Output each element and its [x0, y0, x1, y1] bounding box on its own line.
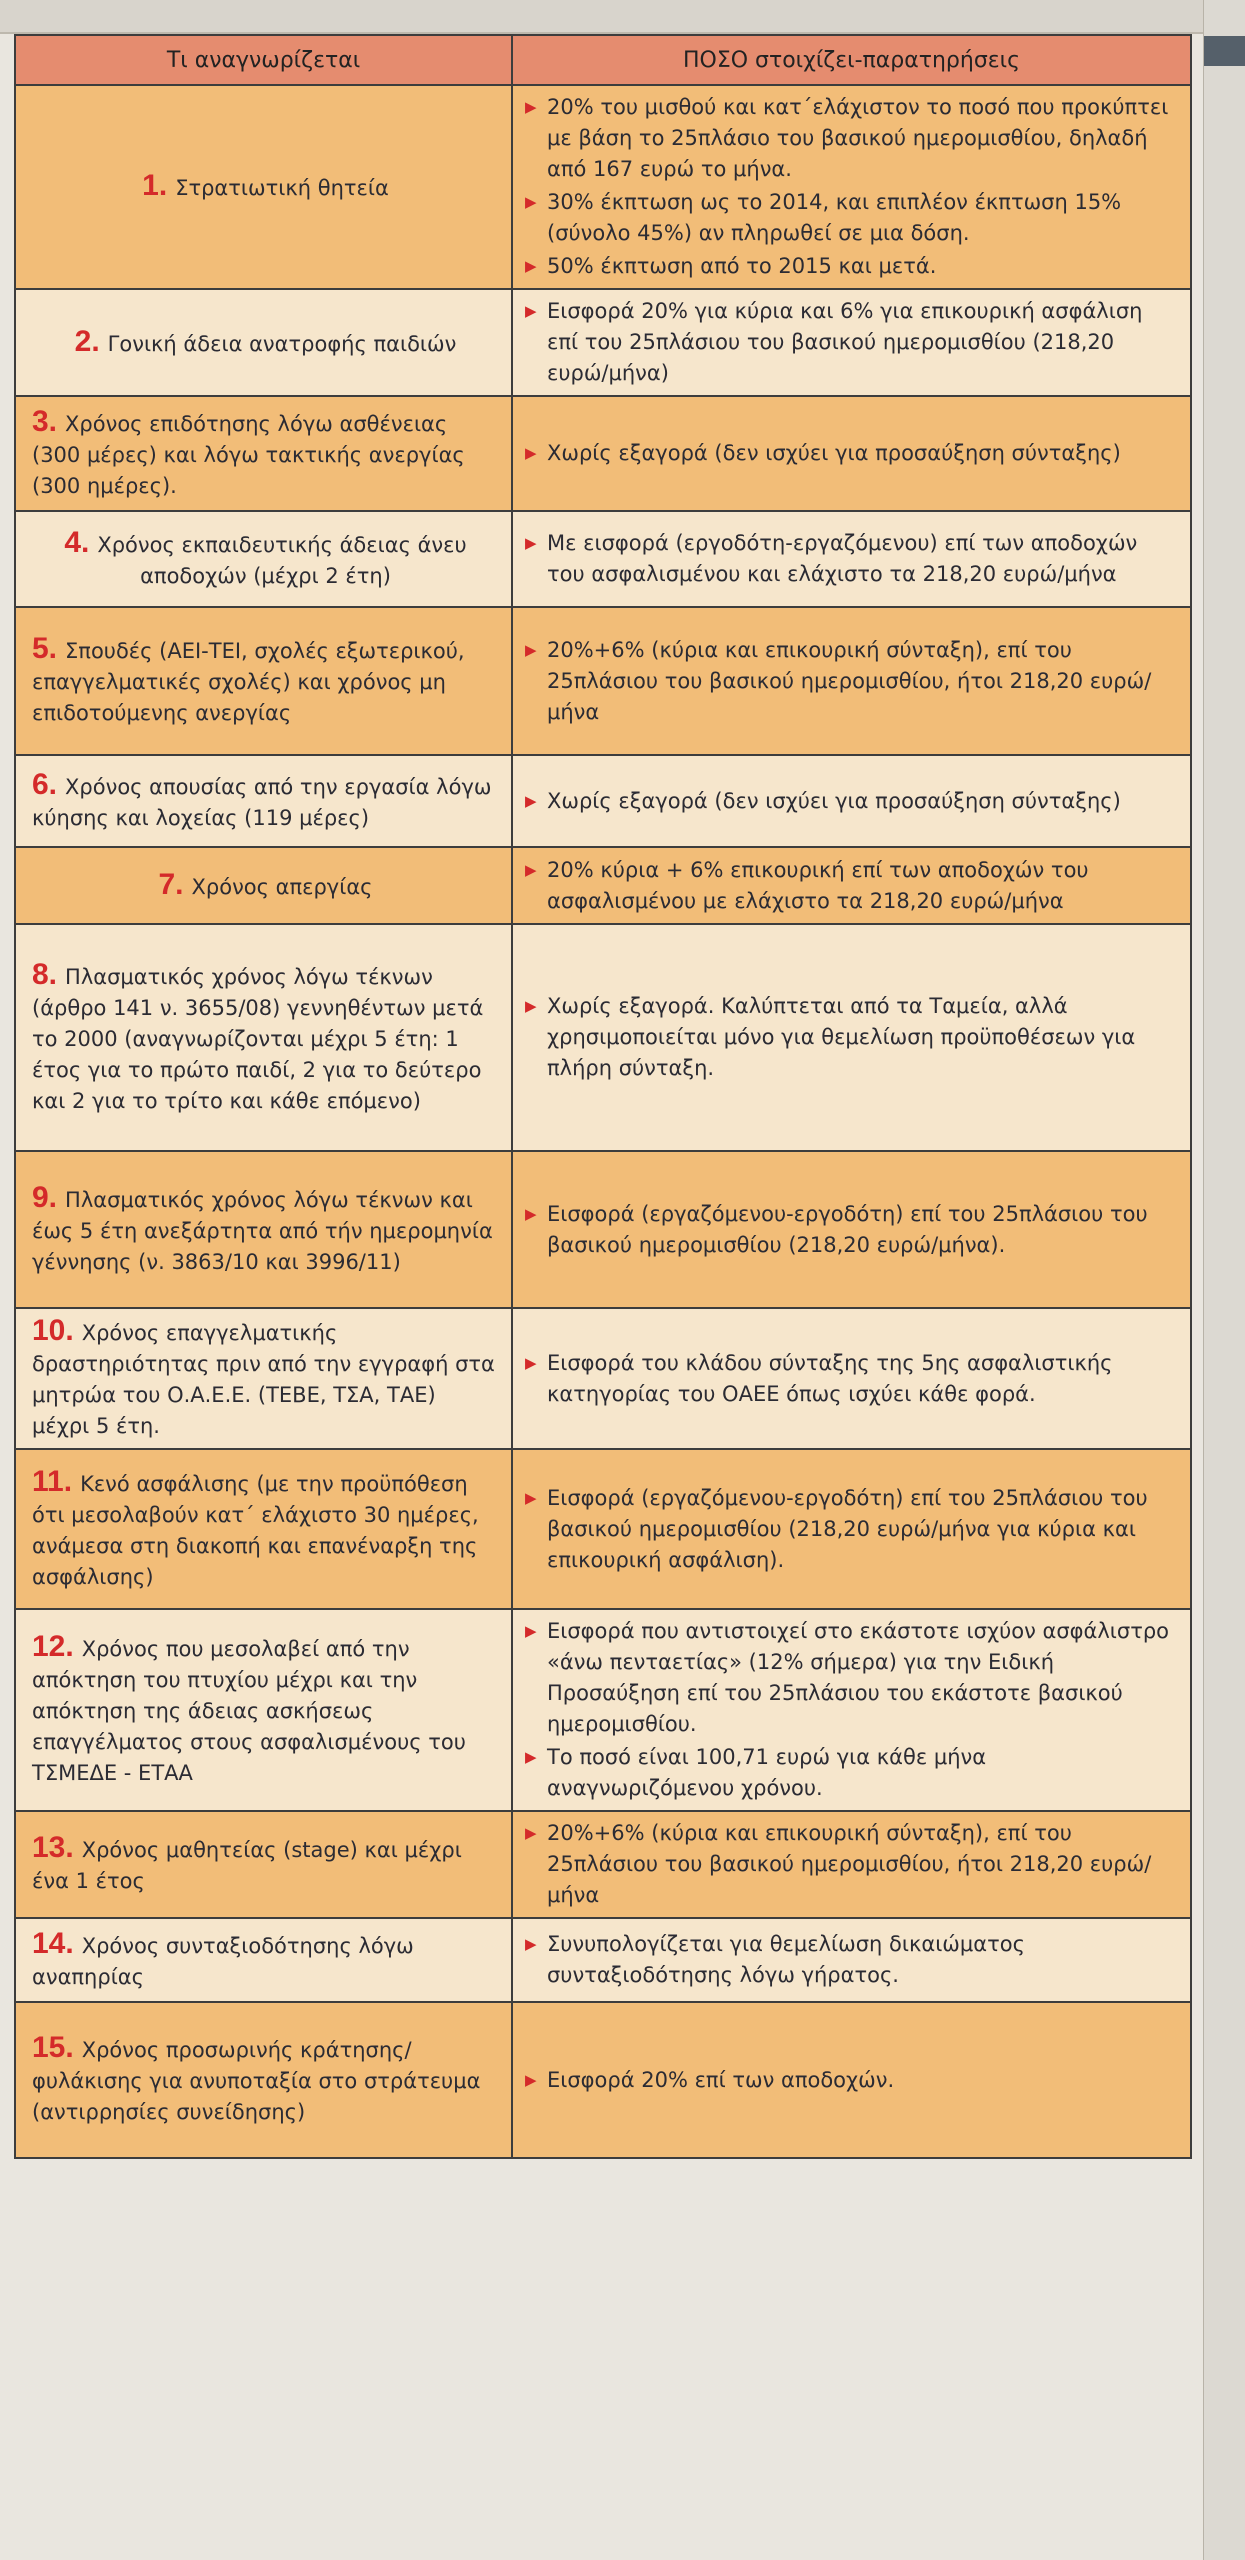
recognized-item-cell	[15, 1449, 512, 1609]
item-label: Κενό ασφάλισης (με την προϋπόθεση ότι μεσολαβούν κατ΄ ελάχιστο 30 ημέρες, ανάμεσα στη διακοπή και επανέναρξη της ασφάλισης)	[32, 1471, 479, 1589]
table-row	[15, 1308, 1191, 1449]
table-row	[15, 2002, 1191, 2158]
recognized-item-cell	[15, 1918, 512, 2002]
item-label: Πλασματικός χρόνος λόγω τέκνων (άρθρο 141 ν. 3655/08) γεννηθέντων μετά το 2000 (αναγνωρίζονται μέχρι 5 έτη: 1 έτος για το πρώτο παιδί, 2 για το δεύτερο και 2 για το τρίτο και κάθε επόμενο)	[32, 964, 484, 1113]
triangle-bullet-icon: ▶	[525, 640, 537, 659]
table-row	[15, 607, 1191, 755]
note-bullet	[525, 2065, 1180, 2096]
triangle-bullet-icon: ▶	[525, 1488, 537, 1507]
item-number: 2.	[74, 324, 100, 358]
note-bullet	[525, 438, 1180, 469]
triangle-bullet-icon: ▶	[525, 534, 537, 552]
note-text: Εισφορά που αντιστοιχεί στο εκάστοτε ισχύον ασφάλιστρο «άνω πενταετίας» (12% σήμερα) για την Ειδική Προσαύξηση επί του 25πλάσιου του εκάστοτε βασικού ημερομισθίου.	[547, 1619, 1170, 1736]
item-number: 7.	[158, 867, 184, 901]
item-label: Γονική άδεια ανατροφής παιδιών	[107, 331, 457, 356]
item-number: 10.	[32, 1314, 74, 1347]
page-right-margin	[1203, 0, 1245, 2560]
note-bullet	[525, 991, 1180, 1084]
note-text: Εισφορά 20% για κύρια και 6% για επικουρική ασφάλιση επί του 25πλάσιου του βασικού ημερομισθίου (218,20 ευρώ/μήνα)	[547, 299, 1143, 385]
margin-dark-block	[1204, 36, 1245, 66]
note-text: Εισφορά (εργαζόμενου-εργοδότη) επί του 25πλάσιου του βασικού ημερομισθίου (218,20 ευρώ/μήνα).	[547, 1201, 1148, 1257]
recognized-item-cell	[15, 1151, 512, 1308]
item-label: Χρόνος επιδότησης λόγω ασθένειας (300 μέρες) και λόγω τακτικής ανεργίας (300 ημέρες).	[32, 411, 465, 498]
note-text: Εισφορά του κλάδου σύνταξης της 5ης ασφαλιστικής κατηγορίας του ΟΑΕΕ όπως ισχύει κάθε φορά.	[547, 1350, 1113, 1406]
table-row	[15, 1151, 1191, 1308]
table-row	[15, 511, 1191, 607]
recognized-item-cell	[15, 607, 512, 755]
item-number: 4.	[64, 525, 90, 559]
note-bullet	[525, 1348, 1180, 1410]
recognized-item-cell	[15, 85, 512, 289]
note-text: Συνυπολογίζεται για θεμελίωση δικαιώματος συνταξιοδότησης λόγω γήρατος.	[547, 1932, 1025, 1987]
triangle-bullet-icon: ▶	[525, 302, 537, 320]
triangle-bullet-icon: ▶	[525, 1935, 537, 1953]
item-label: Σπουδές (ΑΕΙ-ΤΕΙ, σχολές εξωτερικού, επαγγελματικές σχολές) και χρόνος μη επιδοτούμενης ανεργίας	[32, 639, 465, 725]
note-text: Εισφορά 20% επί των αποδοχών.	[547, 2067, 895, 2092]
recognized-item-cell	[15, 1811, 512, 1918]
note-bullet	[525, 1929, 1180, 1991]
triangle-bullet-icon: ▶	[525, 1353, 537, 1372]
triangle-bullet-icon: ▶	[525, 98, 537, 116]
note-text: Χωρίς εξαγορά (δεν ισχύει για προσαύξηση σύνταξης)	[547, 788, 1121, 813]
cost-notes-cell	[512, 511, 1191, 607]
item-label: Πλασματικός χρόνος λόγω τέκνων και έως 5 έτη ανεξάρτητα από τήν ημερομηνία γέννησης (ν. 3863/10 και 3996/11)	[32, 1187, 493, 1274]
note-bullet	[525, 786, 1180, 817]
item-number: 6.	[32, 767, 58, 801]
table-row	[15, 847, 1191, 924]
recognized-item-cell	[15, 396, 512, 511]
cost-notes-cell	[512, 1918, 1191, 2002]
recognized-item-cell	[15, 2002, 512, 2158]
item-number: 5.	[32, 632, 58, 665]
item-label: Χρόνος προσωρινής κράτησης/φυλάκισης για ανυποταξία στο στράτευμα (αντιρρησίες συνείδησης)	[32, 2038, 481, 2124]
item-label: Χρόνος συνταξιοδότησης λόγω αναπηρίας	[32, 1933, 414, 1989]
note-bullet	[525, 1616, 1180, 1740]
table-row	[15, 924, 1191, 1151]
item-label: Χρόνος μαθητείας (stage) και μέχρι ένα 1 έτος	[32, 1838, 462, 1893]
cost-notes-cell	[512, 1308, 1191, 1449]
note-text: 20%+6% (κύρια και επικουρική σύνταξη), επί του 25πλάσιου του βασικού ημερομισθίου, ήτοι 218,20 ευρώ/μήνα	[547, 1821, 1152, 1907]
note-bullet	[525, 855, 1180, 917]
table-row	[15, 1449, 1191, 1609]
page-top-strip	[0, 0, 1245, 34]
item-number: 13.	[32, 1831, 74, 1864]
cost-notes-cell	[512, 607, 1191, 755]
item-number: 8.	[32, 957, 58, 991]
note-bullet	[525, 296, 1180, 389]
note-text: 20% του μισθού και κατ΄ελάχιστον το ποσό που προκύπτει με βάση το 25πλάσιο του βασικού ημερομισθίου, δηλαδή από 167 ευρώ το μήνα.	[547, 95, 1169, 181]
recognized-item-cell	[15, 1609, 512, 1811]
triangle-bullet-icon: ▶	[525, 2070, 537, 2089]
note-bullet	[525, 187, 1180, 249]
note-bullet	[525, 1199, 1180, 1261]
note-bullet	[525, 251, 1180, 282]
recognized-item-cell	[15, 847, 512, 924]
table-row	[15, 1811, 1191, 1918]
note-text: 20%+6% (κύρια και επικουρική σύνταξη), επί του 25πλάσιου του βασικού ημερομισθίου, ήτοι 218,20 ευρώ/μήνα	[547, 637, 1152, 724]
note-text: Χωρίς εξαγορά (δεν ισχύει για προσαύξηση σύνταξης)	[547, 441, 1121, 465]
note-text: Εισφορά (εργαζόμενου-εργοδότη) επί του 25πλάσιου του βασικού ημερομισθίου (218,20 ευρώ/μήνα για κύρια και επικουρική ασφάλιση).	[547, 1485, 1148, 1572]
item-number: 12.	[32, 1630, 74, 1663]
note-bullet	[525, 92, 1180, 185]
table-row	[15, 1609, 1191, 1811]
item-label: Χρόνος απουσίας από την εργασία λόγω κύησης και λοχείας (119 μέρες)	[32, 774, 492, 830]
recognized-item-cell	[15, 755, 512, 847]
table-row	[15, 755, 1191, 847]
note-bullet	[525, 1742, 1180, 1804]
triangle-bullet-icon: ▶	[525, 860, 537, 879]
header-cost-notes: ΠΟΣΟ στοιχίζει-παρατηρήσεις	[512, 35, 1191, 85]
item-number: 11.	[32, 1464, 73, 1498]
recognized-item-cell	[15, 511, 512, 607]
note-text: 50% έκπτωση από το 2015 και μετά.	[547, 254, 937, 278]
cost-notes-cell	[512, 847, 1191, 924]
note-text: Με εισφορά (εργοδότη-εργαζόμενου) επί των αποδοχών του ασφαλισμένου και ελάχιστο τα 218,20 ευρώ/μήνα	[547, 531, 1138, 586]
cost-notes-cell	[512, 1151, 1191, 1308]
triangle-bullet-icon: ▶	[525, 1204, 537, 1223]
item-label: Στρατιωτική θητεία	[175, 176, 389, 200]
recognized-item-cell	[15, 1308, 512, 1449]
note-bullet	[525, 1483, 1180, 1576]
recognized-item-cell	[15, 289, 512, 396]
cost-notes-cell	[512, 924, 1191, 1151]
triangle-bullet-icon: ▶	[525, 1824, 537, 1842]
triangle-bullet-icon: ▶	[525, 257, 537, 275]
item-number: 14.	[32, 1926, 74, 1960]
item-label: Χρόνος επαγγελματικής δραστηριότητας πριν από την εγγραφή στα μητρώα του Ο.Α.Ε.Ε. (ΤΕΒΕ, ΤΣΑ, ΤΑΕ) μέχρι 5 έτη.	[32, 1321, 495, 1438]
triangle-bullet-icon: ▶	[525, 997, 537, 1015]
cost-notes-cell	[512, 1449, 1191, 1609]
note-text: Χωρίς εξαγορά. Καλύπτεται από τα Ταμεία, αλλά χρησιμοποιείται μόνο για θεμελίωση προϋποθέσεων για πλήρη σύνταξη.	[547, 994, 1136, 1080]
cost-notes-cell	[512, 289, 1191, 396]
note-bullet	[525, 1818, 1180, 1911]
cost-notes-cell	[512, 755, 1191, 847]
item-label: Χρόνος απεργίας	[191, 874, 373, 899]
note-bullet	[525, 635, 1180, 728]
item-label: Χρόνος εκπαιδευτικής άδειας άνευ αποδοχών (μέχρι 2 έτη)	[97, 532, 467, 588]
table-row	[15, 396, 1191, 511]
item-number: 1.	[142, 169, 168, 202]
cost-notes-cell	[512, 396, 1191, 511]
table-row	[15, 289, 1191, 396]
cost-notes-cell	[512, 1811, 1191, 1918]
table-body	[15, 85, 1191, 2158]
note-bullet	[525, 528, 1180, 590]
item-number: 15.	[32, 2031, 74, 2064]
triangle-bullet-icon: ▶	[525, 1622, 537, 1640]
note-text: 20% κύρια + 6% επικουρική επί των αποδοχών του ασφαλισμένου με ελάχιστο τα 218,20 ευρώ/μήνα	[547, 857, 1089, 913]
triangle-bullet-icon: ▶	[525, 444, 537, 462]
pension-recognition-table	[14, 34, 1192, 2159]
triangle-bullet-icon: ▶	[525, 791, 537, 810]
triangle-bullet-icon: ▶	[525, 193, 537, 211]
note-text: Το ποσό είναι 100,71 ευρώ για κάθε μήνα αναγνωριζόμενου χρόνου.	[547, 1745, 987, 1800]
table-row	[15, 85, 1191, 289]
cost-notes-cell	[512, 2002, 1191, 2158]
triangle-bullet-icon: ▶	[525, 1748, 537, 1766]
recognized-item-cell	[15, 924, 512, 1151]
note-text: 30% έκπτωση ως το 2014, και επιπλέον έκπτωση 15% (σύνολο 45%) αν πληρωθεί σε μια δόση.	[547, 190, 1122, 245]
table-row	[15, 1918, 1191, 2002]
item-number: 3.	[32, 404, 58, 438]
header-what-is-recognized: Τι αναγνωρίζεται	[15, 35, 512, 85]
table-header-row	[15, 35, 1191, 85]
cost-notes-cell	[512, 1609, 1191, 1811]
item-number: 9.	[32, 1180, 58, 1214]
item-label: Χρόνος που μεσολαβεί από την απόκτηση του πτυχίου μέχρι και την απόκτηση της άδειας ασκήσεως επαγγέλματος στους ασφαλισμένους του ΤΣΜΕΔΕ - ΕΤΑΑ	[32, 1637, 466, 1785]
cost-notes-cell	[512, 85, 1191, 289]
